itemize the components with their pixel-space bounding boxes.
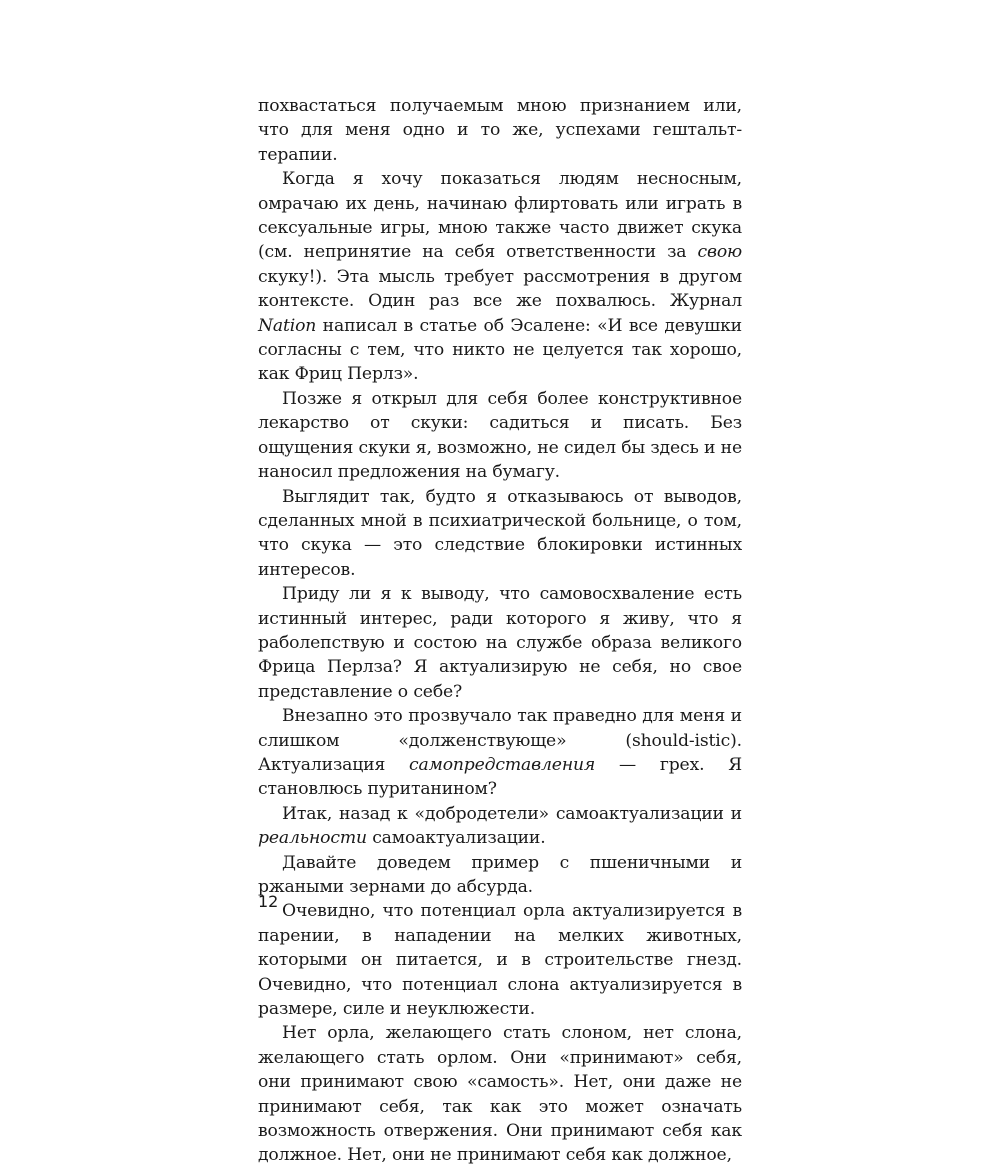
text-run: Выглядит так, будто я отказываюсь от выводов, сделанных мной в психиатрической больнице, о том, что скука — это следствие блокировки истинных интересов. [258,486,742,580]
text-run: написал в статье об Эсалене: «И все девушки согласны с тем, что никто не целуется так хорошо, как Фриц Перлз». [258,315,742,385]
text-run: Позже я открыл для себя более конструктивное лекарство от скуки: садиться и писать. Без ощущения скуки я, возможно, не сидел бы здесь и не наносил предложения на бумагу. [258,388,742,483]
text-run: скуку!). Эта мысль требует рассмотрения в другом контексте. Один раз все же похвалюсь. Журнал [258,266,742,312]
paragraph [258,485,742,583]
italic-run: свою [697,242,742,263]
text-run: Когда я хочу показаться людям несносным, омрачаю их день, начинаю флиртовать или играть в сексуальные игры, мною также часто движет скука (см. непринятие на себя ответственности за [258,169,742,263]
paragraph [258,802,742,851]
paragraph [258,899,742,1021]
paragraph [258,582,742,704]
text-run: похвастаться получаемым мною признанием или, что для меня одно и то же, успехами гештальт-терапии. [258,96,742,165]
text-run: Приду ли я к выводу, что самовосхваление есть истинный интерес, ради которого я живу, что я раболепствую и состою на службе образа великого Фрица Перлза? Я актуализирую не себя, но свое представление о себе? [258,584,742,702]
italic-run: Nation [258,315,317,336]
text-run: Очевидно, что потенциал орла актуализируется в парении, в нападении на мелких животных, которыми он питается, и в строительстве гнезд. Очевидно, что потенциал слона актуализируется в размере, силе и неуклюжести. [258,901,742,1020]
paragraph [258,94,742,167]
italic-run: самопредставления [409,754,596,775]
text-run: Нет орла, желающего стать слоном, нет слона, желающего стать орлом. Они «принимают» себя, они принимают свою «самость». Нет, они даже не принимают себя, так как это может означать возможность отвержения. Они принимают себя как должное. Нет, они не принимают себя как должное, [258,1023,742,1166]
paragraph [258,167,742,387]
paragraph [258,1021,742,1167]
text-run: Давайте доведем пример с пшеничными и ржаными зернами до абсурда. [258,852,742,897]
paragraph [258,851,742,900]
paragraph [258,704,742,802]
text-run: Внезапно это прозвучало так праведно для меня и слишком «долженствующе» (should-istic). Актуализация [258,706,742,775]
text-run: — грех. Я становлюсь пуританином? [258,754,742,800]
paragraph [258,387,742,485]
text-run: самоактуализации. [366,828,546,849]
italic-run: реальности [258,828,367,849]
text-run: Итак, назад к «добродетели» самоактуализации и [282,803,742,824]
page-body [258,94,742,1168]
page-number: 12 [258,892,279,911]
